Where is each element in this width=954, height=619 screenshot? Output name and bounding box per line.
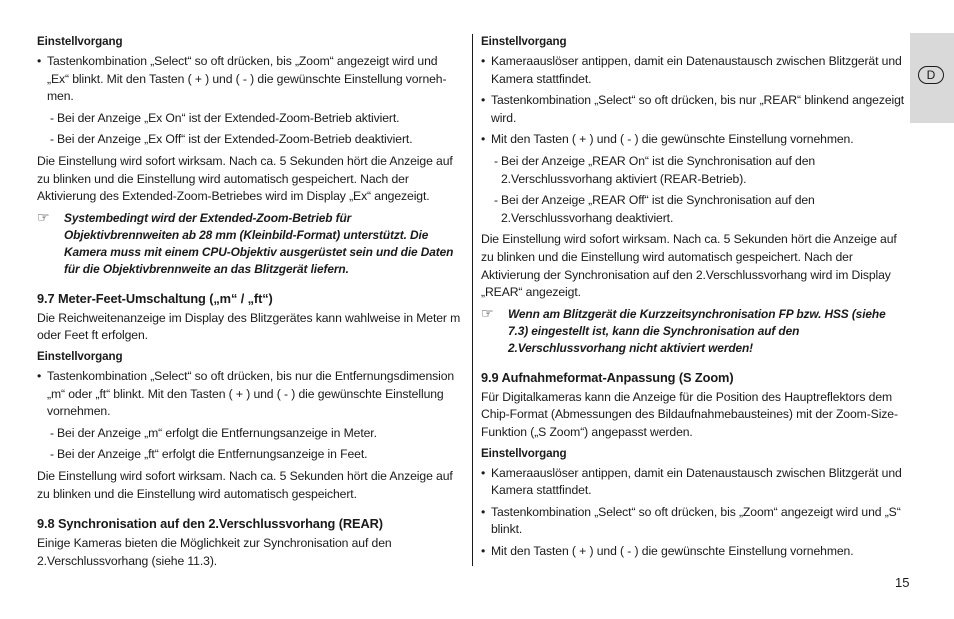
language-tab [910,33,954,123]
paragraph: Die Reichweitenanzeige im Display des Blitzgerätes kann wahlweise in Meter m oder Feet ft erfolgen. [37,310,461,343]
bullet-item: • Mit den Tasten ( + ) und ( - ) die gewünschte Einstellung vornehmen. [481,131,907,149]
section-heading-9-9: 9.9 Aufnahmeformat-Anpassung (S Zoom) [481,369,734,385]
bullet-item: • Tastenkombination „Select“ so oft drücken, bis „Zoom“ angezeigt wird und „S“ blinkt. [481,504,907,539]
paragraph: Für Digitalkameras kann die Anzeige für die Position des Hauptreflektors dem Chip-Format (Abmessungen des Bildaufnahmebausteines) mit der Zoom-Size-Funktion („S Zoom“) angepasst werden. [481,389,898,439]
dash-item: - Bei der Anzeige „m“ erfolgt die Entfernungsanzeige in Meter. [37,425,461,443]
paragraph: Die Einstellung wird sofort wirksam. Nach ca. 5 Sekunden hört die Anzeige auf zu blinken und die Einstellung wird automatisch gespeichert. [37,468,453,501]
dash-item: - Bei der Anzeige „Ex Off“ ist der Extended-Zoom-Betrieb deaktiviert. [37,131,461,149]
note-text: Wenn am Blitzgerät die Kurzzeitsynchronisation FP bzw. HSS (siehe 7.3) eingestellt ist, kann die Synchronisation auf den 2.Verschlussvorhang nicht aktiviert werden! [508,306,886,355]
dash-item: - Bei der Anzeige „ft“ erfolgt die Entfernungsanzeige in Feet. [37,446,461,464]
bullet-item: • Tastenkombination „Select“ so oft drücken, bis nur die Entfernungsdimension „m“ oder „ft“ blinkt. Mit den Tasten ( + ) und ( - ) die gewünschte Einstellung vornehmen. [37,368,461,421]
subheading-einstellvorgang: Einstellvorgang [37,349,123,363]
note-text: Systembedingt wird der Extended-Zoom-Betrieb für Objektivbrennweiten ab 28 mm (Kleinbild-Format) unterstützt. Die Kamera muss mit einem CPU-Objektiv ausgerüstet sein und die Daten für die Objektivbrennweite an das Blitzgerät liefern. [64,210,454,276]
bullet-item: • Kameraauslöser antippen, damit ein Datenaustausch zwischen Blitzgerät und Kamera stattfindet. [481,53,907,88]
dash-item: - Bei der Anzeige „Ex On“ ist der Extended-Zoom-Betrieb aktiviert. [37,110,461,128]
paragraph: Einige Kameras bieten die Möglichkeit zur Synchronisation auf den 2.Verschlussvorhang (siehe 11.3). [37,536,392,568]
paragraph: Die Einstellung wird sofort wirksam. Nach ca. 5 Sekunden hört die Anzeige auf zu blinken und die Einstellung wird automatisch gespeichert. Nach der Aktivierung der Synchronisation auf den 2.Verschlussvorhang wird im Display „REAR“ angezeigt. [481,232,897,300]
column-divider [472,34,473,566]
dash-item: - Bei der Anzeige „REAR Off“ ist die Synchronisation auf den 2.Verschlussvorhang deaktiviert. [481,192,907,227]
paragraph: Die Einstellung wird sofort wirksam. Nach ca. 5 Sekunden hört die Anzeige auf zu blinken und die Einstellung wird automatisch gespeichert. Nach der Aktivierung des Extended-Zoom-Betriebes wird im Display „Ex“ angezeigt. [37,153,453,204]
bullet-item: • Mit den Tasten ( + ) und ( - ) die gewünschte Einstellung vornehmen. [481,543,907,561]
dash-item: - Bei der Anzeige „REAR On“ ist die Synchronisation auf den 2.Verschlussvorhang aktiviert (REAR-Betrieb). [481,153,907,188]
right-column [481,34,907,564]
pointing-hand-icon: ☞ [481,304,494,321]
subheading-einstellvorgang: Einstellvorgang [37,35,123,48]
bullet-item: • Tastenkombination „Select“ so oft drücken, bis „Zoom“ angezeigt wird und „Ex“ blinkt. Mit den Tasten ( + ) und ( - ) die gewünschte Einstellung vorneh-men. [37,53,461,106]
left-column [37,34,461,574]
section-heading-9-7: 9.7 Meter-Feet-Umschaltung („m“ / „ft“) [37,290,273,306]
note-block [481,306,907,357]
bullet-item: • Tastenkombination „Select“ so oft drücken, bis nur „REAR“ blinkend angezeigt wird. [481,92,907,127]
subheading-einstellvorgang: Einstellvorgang [481,446,567,460]
section-heading-9-8: 9.8 Synchronisation auf den 2.Verschlussvorhang (REAR) [37,516,383,532]
subheading-einstellvorgang: Einstellvorgang [481,35,567,48]
note-block [37,210,461,278]
language-badge: D [918,66,944,84]
page-number: 15 [895,575,910,590]
pointing-hand-icon: ☞ [37,208,50,225]
bullet-item: • Kameraauslöser antippen, damit ein Datenaustausch zwischen Blitzgerät und Kamera stattfindet. [481,465,907,500]
